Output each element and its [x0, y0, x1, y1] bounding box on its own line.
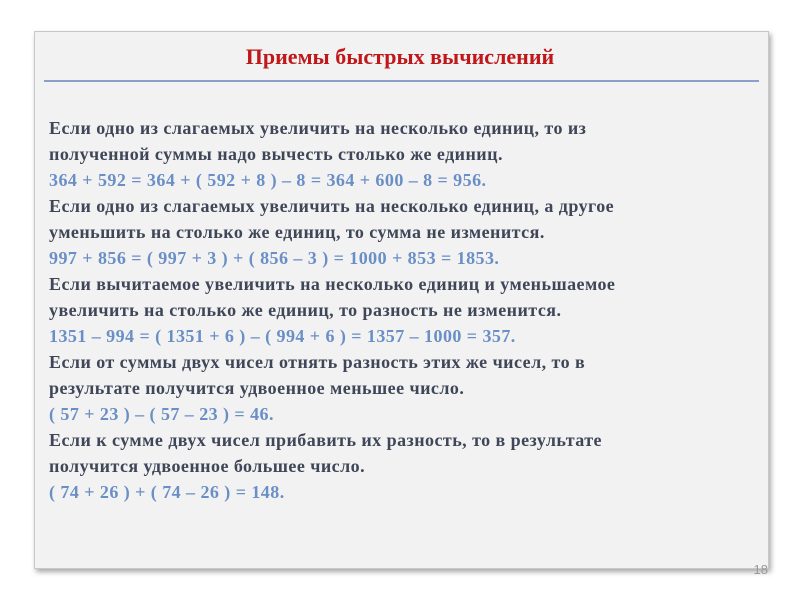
slide-body	[49, 115, 761, 505]
rule-1-example: 364 + 592 = 364 + ( 592 + 8 ) – 8 = 364 + 600 – 8 = 956.	[49, 170, 487, 190]
rule-2-example: 997 + 856 = ( 997 + 3 ) + ( 856 – 3 ) = 1000 + 853 = 1853.	[49, 248, 500, 268]
rule-4-line-2: результате получится удвоенное меньшее число.	[49, 378, 465, 398]
rule-4-line-1: Если от суммы двух чисел отнять разность этих же чисел, то в	[49, 352, 586, 372]
rule-2-line-1: Если одно из слагаемых увеличить на несколько единиц, а другое	[49, 196, 615, 216]
rule-5-line-1: Если к сумме двух чисел прибавить их разность, то в результате	[49, 430, 602, 450]
rule-3-example: 1351 – 994 = ( 1351 + 6 ) – ( 994 + 6 ) = 1357 – 1000 = 357.	[49, 326, 516, 346]
title-divider	[44, 80, 759, 82]
rule-3-line-1: Если вычитаемое увеличить на несколько единиц и уменьшаемое	[49, 274, 616, 294]
page-number: 18	[753, 562, 768, 577]
rule-3-line-2: увеличить на столько же единиц, то разность не изменится.	[49, 300, 562, 320]
rule-2-line-2: уменьшить на столько же единиц, то сумма не изменится.	[49, 222, 545, 242]
rule-5-example: ( 74 + 26 ) + ( 74 – 26 ) = 148.	[49, 482, 285, 502]
rule-5-line-2: получится удвоенное большее число.	[49, 456, 366, 476]
rule-4-example: ( 57 + 23 ) – ( 57 – 23 ) = 46.	[49, 404, 274, 424]
slide-title: Приемы быстрых вычислений	[245, 44, 555, 69]
rule-1-line-1: Если одно из слагаемых увеличить на несколько единиц, то из	[49, 118, 587, 138]
rule-1-line-2: полученной суммы надо вычесть столько же единиц.	[49, 144, 503, 164]
